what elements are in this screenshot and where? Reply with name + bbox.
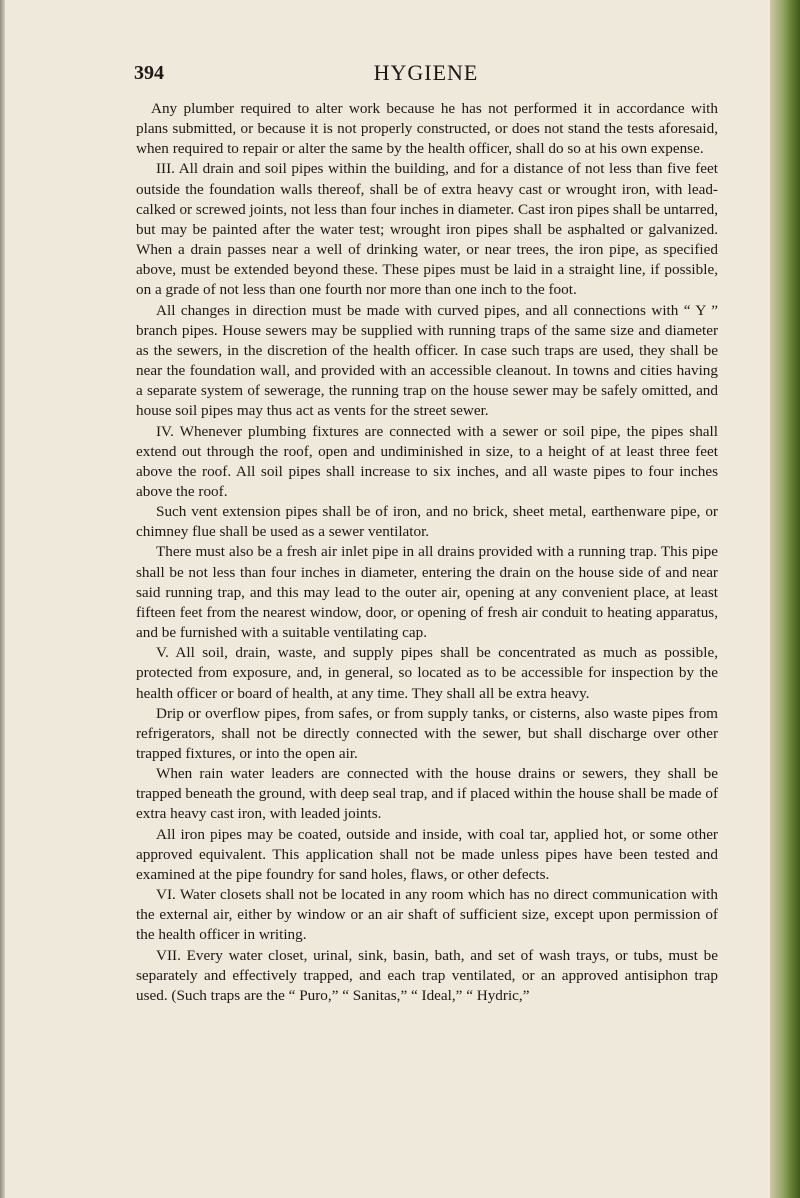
page-edge xyxy=(770,0,800,1198)
paragraph-section-iii: III. All drain and soil pipes within the building, and for a distance of not less than five feet outside the foundation walls thereof, shall be of extra heavy cast or wrought iron, with lead-calked or screwed joints, not less than four inches in diameter. Cast iron pipes shall be untarred, but may be painted after the water test; wrought iron pipes shall be asphalted or galvanized. When a drain passes near a well of drinking water, or near trees, the iron pipe, as specified above, must be extended beyond these. These pipes must be laid in a straight line, if possible, on a grade of not less than one fourth nor more than one inch to the foot. xyxy=(136,160,718,299)
paragraph-iron-coating: All iron pipes may be coated, outside and inside, with coal tar, applied hot, or some other approved equivalent. This application shall not be made unless pipes have been tested and examined at the pipe foundry for sand holes, flaws, or other defects. xyxy=(136,825,718,883)
paragraph-plumber-expense: Any plumber required to alter work because he has not performed it in accordance with plans submitted, or because it is not properly constructed, or does not stand the tests aforesaid, when required to repair or alter the same by the health officer, shall do so at his own expense. xyxy=(136,100,718,158)
spine-edge xyxy=(0,0,5,1198)
paragraph-section-vi: VI. Water closets shall not be located in any room which has no direct communication with the external air, either by window or an air shaft of sufficient size, except upon permission of the health officer in writing. xyxy=(136,886,718,944)
paragraph-vent-extension: Such vent extension pipes shall be of iron, and no brick, sheet metal, earthenware pipe, or chimney flue shall be used as a sewer ventilator. xyxy=(136,503,718,541)
paragraph-rain-water: When rain water leaders are connected with the house drains or sewers, they shall be trapped beneath the ground, with deep seal trap, and if placed within the house shall be made of extra heavy cast iron, with leaded joints. xyxy=(136,765,718,823)
paragraph-drip-overflow: Drip or overflow pipes, from safes, or from supply tanks, or cisterns, also waste pipes from refrigerators, shall not be directly connected with the sewer, but shall discharge over other trapped fixtures, or into the open air. xyxy=(136,704,718,762)
paragraph-section-vii: VII. Every water closet, urinal, sink, basin, bath, and set of wash trays, or tubs, must be separately and effectively trapped, and each trap ventilated, or an approved antisiphon trap used. (Such traps are the “ Puro,” “ Sanitas,” “ Ideal,” “ Hydric,” xyxy=(136,946,718,1004)
paragraph-section-iv: IV. Whenever plumbing fixtures are connected with a sewer or soil pipe, the pipes shall extend out through the roof, open and undiminished in size, to a height of at least three feet above the roof. All soil pipes shall increase to six inches, and all waste pipes to four inches above the roof. xyxy=(136,422,718,500)
body-text xyxy=(136,99,718,1006)
paragraph-fresh-air-inlet: There must also be a fresh air inlet pipe in all drains provided with a running trap. This pipe shall be not less than four inches in diameter, entering the drain on the house side of and near said running trap, and this may lead to the outer air, opening at any convenient place, at least fifteen feet from the nearest window, door, or opening of fresh air conduit to heating apparatus, and be furnished with a suitable ventilating cap. xyxy=(136,543,718,642)
paragraph-changes-direction: All changes in direction must be made with curved pipes, and all connections with “ Y ” branch pipes. House sewers may be supplied with running traps of the same size and diameter as the sewers, in the discretion of the health officer. In case such traps are used, they shall be near the foundation wall, and provided with an accessible cleanout. In towns and cities having a separate system of sewerage, the running trap on the house sewer may be safely omitted, and house soil pipes may thus act as vents for the street sewer. xyxy=(136,301,718,420)
page-number: 394 xyxy=(134,62,164,84)
running-head: HYGIENE xyxy=(373,60,479,85)
paragraph-section-v: V. All soil, drain, waste, and supply pipes shall be concentrated as much as possible, protected from exposure, and, in general, so located as to be accessible for inspection by the health officer or board of health, at any time. They shall all be extra heavy. xyxy=(136,644,718,702)
page-header xyxy=(134,60,718,90)
